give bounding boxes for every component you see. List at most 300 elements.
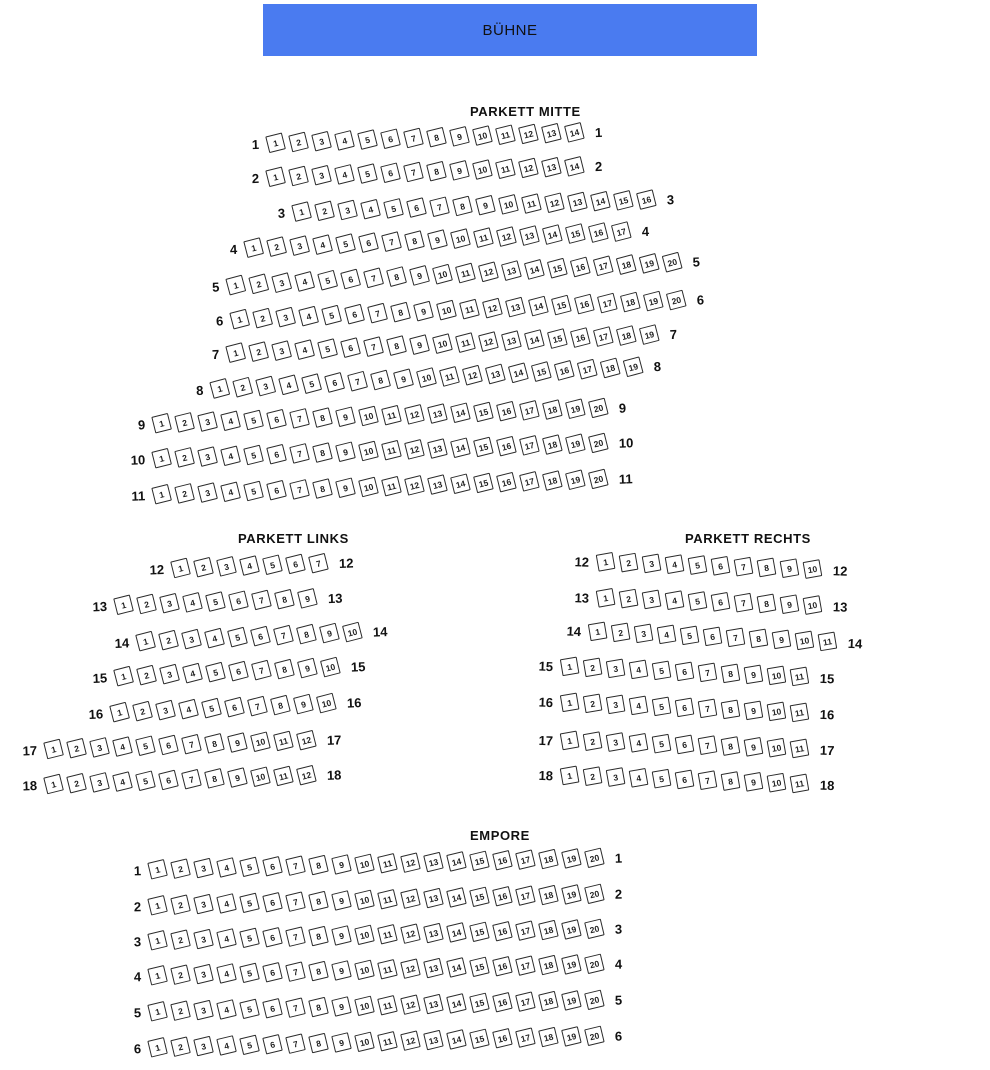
seat[interactable] bbox=[315, 201, 336, 222]
seat[interactable] bbox=[114, 595, 135, 616]
seat[interactable] bbox=[566, 434, 587, 455]
seat[interactable] bbox=[634, 623, 655, 644]
seat[interactable] bbox=[175, 448, 196, 469]
seat[interactable] bbox=[371, 370, 392, 391]
seat[interactable] bbox=[560, 731, 581, 752]
seat[interactable] bbox=[789, 667, 810, 688]
seat[interactable] bbox=[447, 923, 468, 944]
seat[interactable] bbox=[543, 471, 564, 492]
seat[interactable] bbox=[619, 553, 640, 574]
seat[interactable] bbox=[585, 1026, 606, 1047]
seat[interactable] bbox=[560, 766, 581, 787]
seat[interactable] bbox=[642, 590, 663, 611]
seat[interactable] bbox=[528, 296, 549, 317]
seat[interactable] bbox=[652, 769, 673, 790]
seat[interactable] bbox=[171, 1037, 192, 1058]
seat[interactable] bbox=[249, 342, 270, 363]
seat[interactable] bbox=[721, 736, 742, 757]
seat[interactable] bbox=[803, 595, 824, 616]
seat[interactable] bbox=[665, 590, 686, 611]
seat[interactable] bbox=[152, 448, 173, 469]
seat[interactable] bbox=[345, 304, 366, 325]
seat[interactable] bbox=[772, 630, 793, 651]
seat[interactable] bbox=[313, 235, 334, 256]
seat[interactable] bbox=[401, 959, 422, 980]
seat[interactable] bbox=[240, 963, 261, 984]
seat[interactable] bbox=[160, 664, 181, 685]
seat[interactable] bbox=[473, 126, 494, 147]
seat[interactable] bbox=[267, 409, 288, 430]
seat[interactable] bbox=[267, 444, 288, 465]
seat[interactable] bbox=[437, 300, 458, 321]
seat[interactable] bbox=[205, 628, 226, 649]
seat[interactable] bbox=[473, 160, 494, 181]
seat[interactable] bbox=[355, 854, 376, 875]
seat[interactable] bbox=[137, 594, 158, 615]
seat[interactable] bbox=[506, 297, 527, 318]
seat[interactable] bbox=[299, 306, 320, 327]
seat[interactable] bbox=[666, 290, 687, 311]
seat[interactable] bbox=[159, 770, 180, 791]
seat[interactable] bbox=[279, 375, 300, 396]
seat[interactable] bbox=[355, 890, 376, 911]
seat[interactable] bbox=[583, 731, 604, 752]
seat[interactable] bbox=[675, 735, 696, 756]
seat[interactable] bbox=[497, 401, 518, 422]
seat[interactable] bbox=[520, 471, 541, 492]
seat[interactable] bbox=[744, 665, 765, 686]
seat[interactable] bbox=[289, 132, 310, 153]
seat[interactable] bbox=[359, 406, 380, 427]
seat[interactable] bbox=[286, 927, 307, 948]
seat[interactable] bbox=[410, 335, 431, 356]
seat[interactable] bbox=[652, 697, 673, 718]
seat[interactable] bbox=[401, 995, 422, 1016]
seat[interactable] bbox=[803, 559, 824, 580]
seat[interactable] bbox=[341, 338, 362, 359]
seat[interactable] bbox=[680, 626, 701, 647]
seat[interactable] bbox=[309, 891, 330, 912]
seat[interactable] bbox=[228, 627, 249, 648]
seat[interactable] bbox=[611, 222, 632, 243]
seat[interactable] bbox=[744, 737, 765, 758]
seat[interactable] bbox=[562, 955, 583, 976]
seat[interactable] bbox=[698, 770, 719, 791]
seat[interactable] bbox=[382, 440, 403, 461]
seat[interactable] bbox=[276, 307, 297, 328]
seat[interactable] bbox=[629, 733, 650, 754]
seat[interactable] bbox=[378, 924, 399, 945]
seat[interactable] bbox=[230, 309, 251, 330]
seat[interactable] bbox=[611, 622, 632, 643]
seat[interactable] bbox=[789, 703, 810, 724]
seat[interactable] bbox=[596, 588, 617, 609]
seat[interactable] bbox=[309, 926, 330, 947]
seat[interactable] bbox=[520, 435, 541, 456]
seat[interactable] bbox=[424, 923, 445, 944]
seat[interactable] bbox=[424, 958, 445, 979]
seat[interactable] bbox=[404, 162, 425, 183]
seat[interactable] bbox=[198, 483, 219, 504]
seat[interactable] bbox=[336, 407, 357, 428]
seat[interactable] bbox=[453, 196, 474, 217]
seat[interactable] bbox=[205, 769, 226, 790]
seat[interactable] bbox=[675, 698, 696, 719]
seat[interactable] bbox=[703, 627, 724, 648]
seat[interactable] bbox=[588, 621, 609, 642]
seat[interactable] bbox=[226, 343, 247, 364]
seat[interactable] bbox=[217, 964, 238, 985]
seat[interactable] bbox=[749, 629, 770, 650]
seat[interactable] bbox=[263, 1034, 284, 1055]
seat[interactable] bbox=[497, 472, 518, 493]
seat[interactable] bbox=[110, 702, 131, 723]
seat[interactable] bbox=[410, 265, 431, 286]
seat[interactable] bbox=[614, 190, 635, 211]
seat[interactable] bbox=[502, 331, 523, 352]
seat[interactable] bbox=[225, 697, 246, 718]
seat[interactable] bbox=[194, 964, 215, 985]
seat[interactable] bbox=[289, 166, 310, 187]
seat[interactable] bbox=[711, 556, 732, 577]
seat[interactable] bbox=[136, 736, 157, 757]
seat[interactable] bbox=[358, 164, 379, 185]
seat[interactable] bbox=[113, 772, 134, 793]
seat[interactable] bbox=[606, 767, 627, 788]
seat[interactable] bbox=[496, 159, 517, 180]
seat[interactable] bbox=[359, 233, 380, 254]
seat[interactable] bbox=[290, 480, 311, 501]
seat[interactable] bbox=[378, 889, 399, 910]
seat[interactable] bbox=[342, 622, 363, 643]
seat[interactable] bbox=[114, 666, 135, 687]
seat[interactable] bbox=[547, 258, 568, 279]
seat[interactable] bbox=[240, 893, 261, 914]
seat[interactable] bbox=[332, 961, 353, 982]
seat[interactable] bbox=[274, 731, 295, 752]
seat[interactable] bbox=[596, 552, 617, 573]
seat[interactable] bbox=[539, 849, 560, 870]
seat[interactable] bbox=[297, 658, 318, 679]
seat[interactable] bbox=[516, 921, 537, 942]
seat[interactable] bbox=[566, 399, 587, 420]
seat[interactable] bbox=[148, 966, 169, 987]
seat[interactable] bbox=[248, 696, 269, 717]
seat[interactable] bbox=[404, 128, 425, 149]
seat[interactable] bbox=[416, 368, 437, 389]
seat[interactable] bbox=[266, 167, 287, 188]
seat[interactable] bbox=[652, 734, 673, 755]
seat[interactable] bbox=[249, 274, 270, 295]
seat[interactable] bbox=[405, 440, 426, 461]
seat[interactable] bbox=[516, 1028, 537, 1049]
seat[interactable] bbox=[297, 624, 318, 645]
seat[interactable] bbox=[290, 444, 311, 465]
seat[interactable] bbox=[148, 931, 169, 952]
seat[interactable] bbox=[427, 161, 448, 182]
seat[interactable] bbox=[447, 1030, 468, 1051]
seat[interactable] bbox=[675, 770, 696, 791]
seat[interactable] bbox=[562, 885, 583, 906]
seat[interactable] bbox=[501, 261, 522, 282]
seat[interactable] bbox=[148, 860, 169, 881]
seat[interactable] bbox=[539, 955, 560, 976]
seat[interactable] bbox=[585, 884, 606, 905]
seat[interactable] bbox=[428, 475, 449, 496]
seat[interactable] bbox=[240, 928, 261, 949]
seat[interactable] bbox=[780, 558, 801, 579]
seat[interactable] bbox=[136, 631, 157, 652]
seat[interactable] bbox=[206, 662, 227, 683]
seat[interactable] bbox=[543, 435, 564, 456]
seat[interactable] bbox=[757, 594, 778, 615]
seat[interactable] bbox=[780, 594, 801, 615]
seat[interactable] bbox=[405, 231, 426, 252]
seat[interactable] bbox=[67, 773, 88, 794]
seat[interactable] bbox=[378, 1031, 399, 1052]
seat[interactable] bbox=[253, 308, 274, 329]
seat[interactable] bbox=[565, 224, 586, 245]
seat[interactable] bbox=[619, 589, 640, 610]
seat[interactable] bbox=[539, 920, 560, 941]
seat[interactable] bbox=[240, 1035, 261, 1056]
seat[interactable] bbox=[493, 992, 514, 1013]
seat[interactable] bbox=[341, 269, 362, 290]
seat[interactable] bbox=[734, 557, 755, 578]
seat[interactable] bbox=[355, 925, 376, 946]
seat[interactable] bbox=[252, 590, 273, 611]
seat[interactable] bbox=[309, 961, 330, 982]
seat[interactable] bbox=[470, 887, 491, 908]
seat[interactable] bbox=[516, 956, 537, 977]
seat[interactable] bbox=[433, 334, 454, 355]
seat[interactable] bbox=[148, 1002, 169, 1023]
seat[interactable] bbox=[206, 592, 227, 613]
seat[interactable] bbox=[240, 999, 261, 1020]
seat[interactable] bbox=[171, 859, 192, 880]
seat[interactable] bbox=[229, 591, 250, 612]
seat[interactable] bbox=[182, 734, 203, 755]
seat[interactable] bbox=[401, 924, 422, 945]
seat[interactable] bbox=[113, 737, 134, 758]
seat[interactable] bbox=[171, 930, 192, 951]
seat[interactable] bbox=[322, 305, 343, 326]
seat[interactable] bbox=[462, 365, 483, 386]
seat[interactable] bbox=[274, 766, 295, 787]
seat[interactable] bbox=[539, 991, 560, 1012]
seat[interactable] bbox=[316, 693, 337, 714]
seat[interactable] bbox=[335, 131, 356, 152]
seat[interactable] bbox=[543, 400, 564, 421]
seat[interactable] bbox=[171, 558, 192, 579]
seat[interactable] bbox=[263, 998, 284, 1019]
seat[interactable] bbox=[171, 895, 192, 916]
seat[interactable] bbox=[387, 267, 408, 288]
seat[interactable] bbox=[251, 626, 272, 647]
seat[interactable] bbox=[44, 739, 65, 760]
seat[interactable] bbox=[597, 293, 618, 314]
seat[interactable] bbox=[698, 663, 719, 684]
seat[interactable] bbox=[591, 191, 612, 212]
seat[interactable] bbox=[359, 441, 380, 462]
seat[interactable] bbox=[688, 555, 709, 576]
seat[interactable] bbox=[474, 402, 495, 423]
seat[interactable] bbox=[295, 271, 316, 292]
seat[interactable] bbox=[519, 158, 540, 179]
seat[interactable] bbox=[229, 661, 250, 682]
seat[interactable] bbox=[447, 994, 468, 1015]
seat[interactable] bbox=[493, 886, 514, 907]
seat[interactable] bbox=[90, 773, 111, 794]
seat[interactable] bbox=[583, 693, 604, 714]
seat[interactable] bbox=[355, 960, 376, 981]
seat[interactable] bbox=[476, 195, 497, 216]
seat[interactable] bbox=[355, 996, 376, 1017]
seat[interactable] bbox=[629, 768, 650, 789]
seat[interactable] bbox=[148, 896, 169, 917]
seat[interactable] bbox=[274, 625, 295, 646]
seat[interactable] bbox=[757, 558, 778, 579]
seat[interactable] bbox=[240, 857, 261, 878]
seat[interactable] bbox=[325, 372, 346, 393]
seat[interactable] bbox=[319, 623, 340, 644]
seat[interactable] bbox=[589, 469, 610, 490]
seat[interactable] bbox=[542, 123, 563, 144]
seat[interactable] bbox=[263, 892, 284, 913]
seat[interactable] bbox=[562, 991, 583, 1012]
seat[interactable] bbox=[332, 855, 353, 876]
seat[interactable] bbox=[407, 198, 428, 219]
seat[interactable] bbox=[355, 1032, 376, 1053]
seat[interactable] bbox=[688, 591, 709, 612]
seat[interactable] bbox=[606, 694, 627, 715]
seat[interactable] bbox=[194, 894, 215, 915]
seat[interactable] bbox=[562, 1027, 583, 1048]
seat[interactable] bbox=[384, 199, 405, 220]
seat[interactable] bbox=[665, 554, 686, 575]
seat[interactable] bbox=[318, 339, 339, 360]
seat[interactable] bbox=[160, 593, 181, 614]
seat[interactable] bbox=[336, 478, 357, 499]
seat[interactable] bbox=[430, 197, 451, 218]
seat[interactable] bbox=[136, 771, 157, 792]
seat[interactable] bbox=[470, 922, 491, 943]
seat[interactable] bbox=[450, 161, 471, 182]
seat[interactable] bbox=[588, 223, 609, 244]
seat[interactable] bbox=[478, 262, 499, 283]
seat[interactable] bbox=[148, 1038, 169, 1059]
seat[interactable] bbox=[583, 657, 604, 678]
seat[interactable] bbox=[570, 328, 591, 349]
seat[interactable] bbox=[332, 1033, 353, 1054]
seat[interactable] bbox=[228, 733, 249, 754]
seat[interactable] bbox=[332, 926, 353, 947]
seat[interactable] bbox=[90, 738, 111, 759]
seat[interactable] bbox=[382, 232, 403, 253]
seat[interactable] bbox=[744, 701, 765, 722]
seat[interactable] bbox=[424, 852, 445, 873]
seat[interactable] bbox=[313, 408, 334, 429]
seat[interactable] bbox=[302, 374, 323, 395]
seat[interactable] bbox=[568, 192, 589, 213]
seat[interactable] bbox=[171, 965, 192, 986]
seat[interactable] bbox=[318, 270, 339, 291]
seat[interactable] bbox=[394, 369, 415, 390]
seat[interactable] bbox=[198, 447, 219, 468]
seat[interactable] bbox=[794, 631, 815, 652]
seat[interactable] bbox=[547, 329, 568, 350]
seat[interactable] bbox=[474, 437, 495, 458]
seat[interactable] bbox=[309, 1033, 330, 1054]
seat[interactable] bbox=[297, 765, 318, 786]
seat[interactable] bbox=[263, 856, 284, 877]
seat[interactable] bbox=[516, 850, 537, 871]
seat[interactable] bbox=[734, 593, 755, 614]
seat[interactable] bbox=[721, 771, 742, 792]
seat[interactable] bbox=[210, 378, 231, 399]
seat[interactable] bbox=[183, 663, 204, 684]
seat[interactable] bbox=[286, 554, 307, 575]
seat[interactable] bbox=[233, 377, 254, 398]
seat[interactable] bbox=[589, 433, 610, 454]
seat[interactable] bbox=[205, 734, 226, 755]
seat[interactable] bbox=[309, 855, 330, 876]
seat[interactable] bbox=[313, 479, 334, 500]
seat[interactable] bbox=[275, 659, 296, 680]
seat[interactable] bbox=[566, 470, 587, 491]
seat[interactable] bbox=[332, 997, 353, 1018]
seat[interactable] bbox=[217, 929, 238, 950]
seat[interactable] bbox=[312, 165, 333, 186]
seat[interactable] bbox=[359, 477, 380, 498]
seat[interactable] bbox=[767, 738, 788, 759]
seat[interactable] bbox=[175, 484, 196, 505]
seat[interactable] bbox=[744, 772, 765, 793]
seat[interactable] bbox=[593, 256, 614, 277]
seat[interactable] bbox=[428, 230, 449, 251]
seat[interactable] bbox=[675, 662, 696, 683]
seat[interactable] bbox=[698, 735, 719, 756]
seat[interactable] bbox=[427, 127, 448, 148]
seat[interactable] bbox=[519, 226, 540, 247]
seat[interactable] bbox=[524, 259, 545, 280]
seat[interactable] bbox=[364, 268, 385, 289]
seat[interactable] bbox=[256, 376, 277, 397]
seat[interactable] bbox=[539, 1027, 560, 1048]
seat[interactable] bbox=[496, 125, 517, 146]
seat[interactable] bbox=[470, 851, 491, 872]
seat[interactable] bbox=[428, 404, 449, 425]
seat[interactable] bbox=[271, 695, 292, 716]
seat[interactable] bbox=[577, 359, 598, 380]
seat[interactable] bbox=[290, 236, 311, 257]
seat[interactable] bbox=[642, 554, 663, 575]
seat[interactable] bbox=[217, 858, 238, 879]
seat[interactable] bbox=[266, 133, 287, 154]
seat[interactable] bbox=[560, 692, 581, 713]
seat[interactable] bbox=[263, 927, 284, 948]
seat[interactable] bbox=[194, 929, 215, 950]
seat[interactable] bbox=[179, 699, 200, 720]
seat[interactable] bbox=[183, 593, 204, 614]
seat[interactable] bbox=[272, 273, 293, 294]
seat[interactable] bbox=[522, 194, 543, 215]
seat[interactable] bbox=[451, 229, 472, 250]
seat[interactable] bbox=[497, 227, 518, 248]
seat[interactable] bbox=[606, 732, 627, 753]
seat[interactable] bbox=[637, 190, 658, 211]
seat[interactable] bbox=[455, 263, 476, 284]
